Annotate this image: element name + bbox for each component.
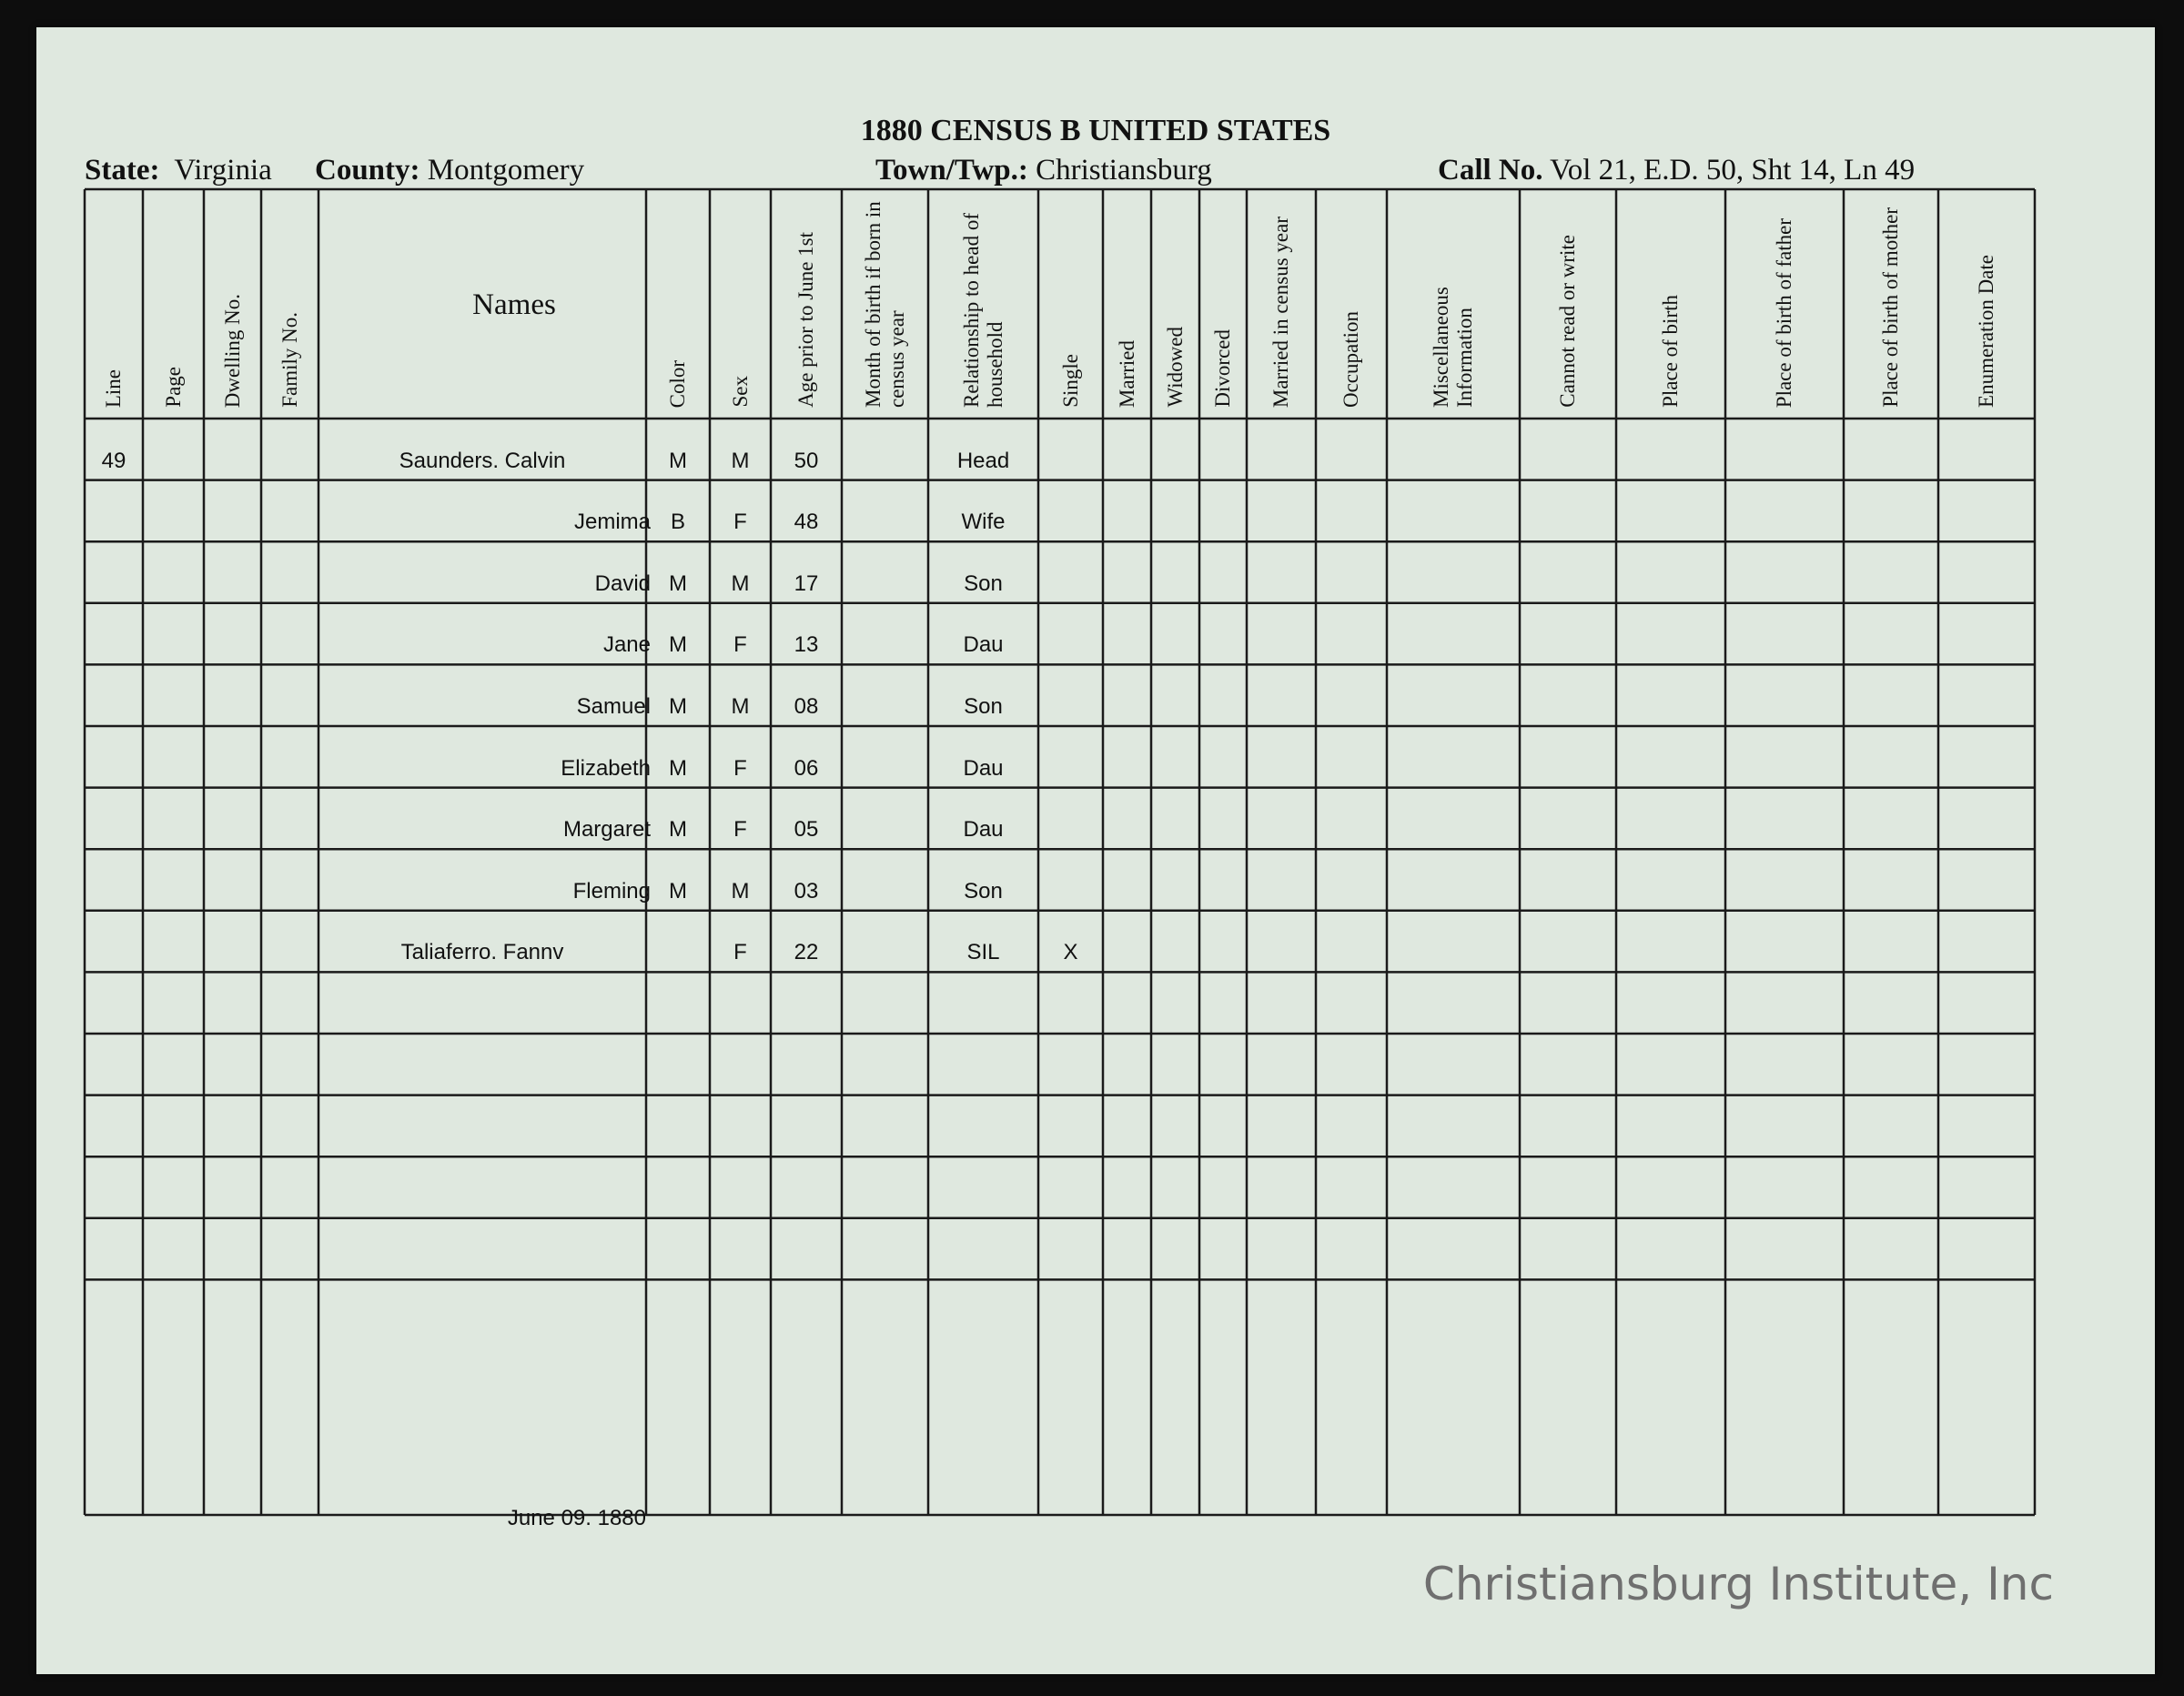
relationship-value: Son (964, 694, 1003, 719)
age-value: 50 (794, 448, 819, 473)
color-value: M (669, 878, 687, 904)
person-name: Fleming (572, 878, 651, 904)
column-header-misc: Miscellaneous Information (1430, 287, 1476, 408)
column-header-age: Age prior to June 1st (794, 232, 817, 408)
column-header-occupation: Occupation (1340, 311, 1362, 409)
column-header-divorced: Divorced (1211, 329, 1234, 408)
column-header-relationship: Relationship to head of household (959, 213, 1006, 408)
column-header-color: Color (666, 360, 689, 409)
person-name: Elizabeth (561, 755, 651, 781)
state-label: State: (85, 154, 160, 187)
person-name: Samuel (576, 694, 651, 719)
line-number: 49 (101, 448, 126, 473)
person-name: David (594, 570, 651, 596)
relationship-value: Son (964, 570, 1003, 596)
sex-value: M (731, 694, 750, 719)
relationship-value: SIL (966, 940, 1000, 965)
sex-value: M (731, 448, 750, 473)
column-header-widowed: Widowed (1163, 327, 1187, 408)
color-value: M (669, 632, 687, 658)
person-name: Jemima (573, 510, 651, 535)
relationship-value: Dau (963, 817, 1004, 843)
age-value: 48 (794, 510, 819, 535)
sex-value: F (733, 940, 747, 965)
single-mark: X (1063, 940, 1078, 965)
relationship-value: Dau (963, 755, 1004, 781)
person-name: Jane (602, 632, 651, 658)
column-header-place-of-birth-mother: Place of birth of mother (1879, 207, 1902, 408)
age-value: 17 (794, 570, 819, 596)
person-name: Saunders. Calvin (399, 448, 566, 473)
color-value: M (669, 755, 687, 781)
column-header-family: Family No. (278, 312, 301, 408)
column-header-single: Single (1058, 354, 1082, 408)
age-value: 08 (794, 694, 819, 719)
census-table-grid (36, 27, 2155, 1674)
column-header-cannot-read-or-write: Cannot read or write (1556, 235, 1579, 408)
relationship-value: Head (956, 448, 1010, 473)
form-title: 1880 CENSUS B UNITED STATES (860, 114, 1331, 147)
census-form-sheet (36, 27, 2155, 1674)
state-value: Virginia (174, 154, 272, 187)
color-value: M (669, 570, 687, 596)
column-header-names: Names (472, 288, 556, 321)
age-value: 03 (794, 878, 819, 904)
color-value: B (670, 510, 685, 535)
age-value: 22 (794, 940, 819, 965)
column-header-place-of-birth-father: Place of birth of father (1773, 218, 1795, 409)
column-header-page: Page (161, 367, 185, 408)
town-label: Town/Twp.: (875, 154, 1028, 187)
age-value: 06 (794, 755, 819, 781)
sex-value: M (731, 878, 750, 904)
county-value: Montgomery (427, 154, 585, 187)
watermark: Christiansburg Institute, Inc (1422, 1558, 2054, 1610)
relationship-value: Son (964, 878, 1003, 904)
column-header-place-of-birth: Place of birth (1659, 295, 1682, 408)
color-value: M (669, 817, 687, 843)
sex-value: F (733, 632, 747, 658)
sex-value: M (731, 570, 750, 596)
person-name: Taliaferro. Fannv (400, 940, 564, 965)
sex-value: F (733, 817, 747, 843)
column-header-month-of-birth: Month of birth if born in census year (861, 201, 908, 408)
column-header-married-in-census-year: Married in census year (1269, 217, 1292, 409)
sex-value: F (733, 755, 747, 781)
column-header-married: Married (1115, 340, 1138, 409)
call-number-value: Vol 21, E.D. 50, Sht 14, Ln 49 (1550, 154, 1916, 187)
town-value: Christiansburg (1036, 154, 1212, 187)
relationship-value: Wife (961, 510, 1006, 535)
person-name: Margaret (562, 817, 651, 843)
call-number-label: Call No. (1438, 154, 1543, 187)
color-value: M (669, 448, 687, 473)
relationship-value: Dau (963, 632, 1004, 658)
age-value: 13 (794, 632, 819, 658)
column-header-enumeration-date: Enumeration Date (1975, 255, 1997, 408)
column-header-line: Line (102, 369, 125, 409)
enumeration-date-value: June 09. 1880 (507, 1506, 646, 1530)
age-value: 05 (794, 817, 819, 843)
column-header-sex: Sex (728, 376, 752, 408)
county-label: County: (315, 154, 420, 187)
sex-value: F (733, 510, 747, 535)
color-value: M (669, 694, 687, 719)
column-header-dwelling: Dwelling No. (220, 294, 244, 409)
